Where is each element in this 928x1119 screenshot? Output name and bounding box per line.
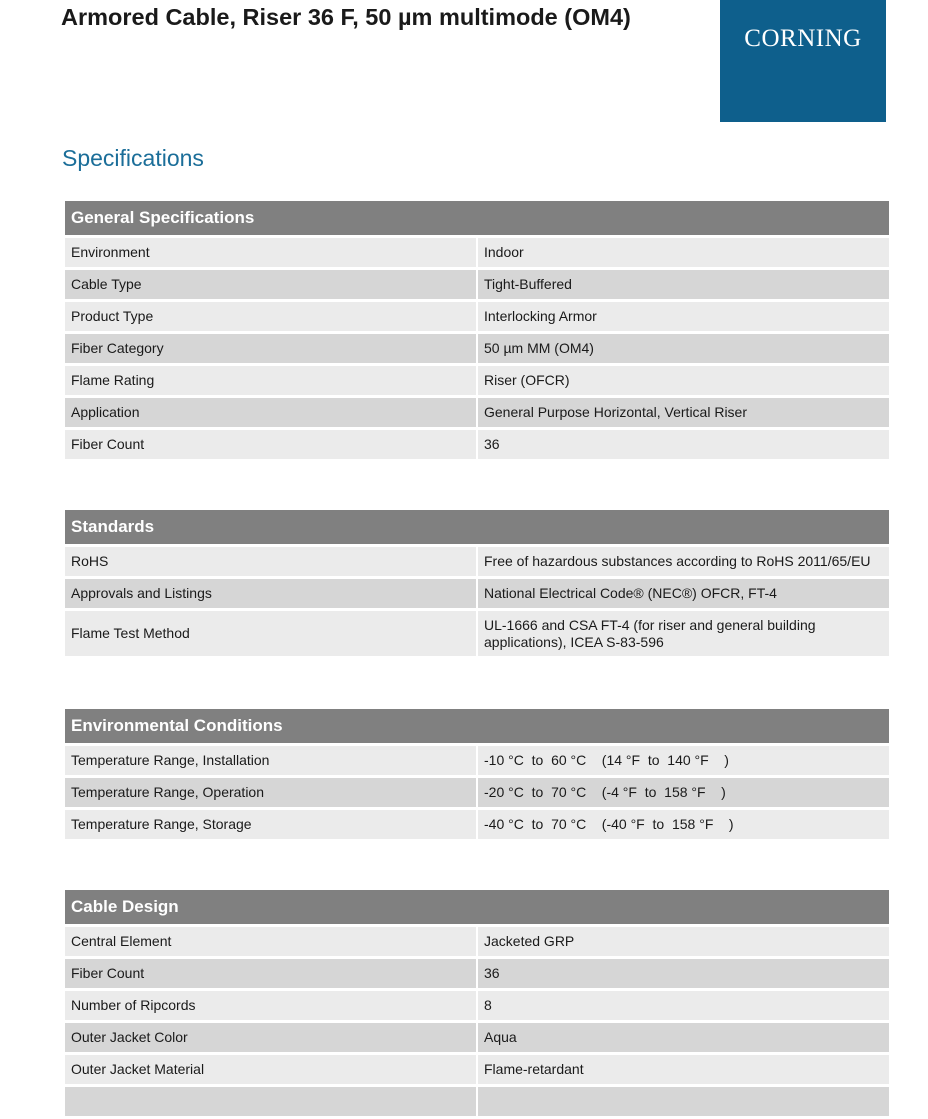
row-label: Fiber Category [65, 334, 476, 363]
table-row [65, 611, 889, 656]
row-value: 8 [478, 991, 889, 1020]
table-row [65, 959, 889, 988]
table-row [65, 579, 889, 608]
table-row [65, 547, 889, 576]
row-label: Flame Test Method [65, 611, 476, 656]
row-value: 50 µm MM (OM4) [478, 334, 889, 363]
table-row [65, 1087, 889, 1116]
table-row [65, 778, 889, 807]
row-value: UL-1666 and CSA FT-4 (for riser and general building applications), ICEA S-83-596 [478, 611, 889, 656]
row-label: Fiber Count [65, 959, 476, 988]
row-value: Flame-retardant [478, 1055, 889, 1084]
row-label: Central Element [65, 927, 476, 956]
row-label: Number of Ripcords [65, 991, 476, 1020]
row-value: National Electrical Code® (NEC®) OFCR, FT-4 [478, 579, 889, 608]
row-label [65, 1087, 476, 1116]
row-label: Temperature Range, Operation [65, 778, 476, 807]
row-label: Flame Rating [65, 366, 476, 395]
row-value: 36 [478, 959, 889, 988]
row-label: Application [65, 398, 476, 427]
row-label: Temperature Range, Installation [65, 746, 476, 775]
table-row [65, 1023, 889, 1052]
row-value: Jacketed GRP [478, 927, 889, 956]
row-value: -20 °C to 70 °C (-4 °F to 158 °F ) [478, 778, 889, 807]
row-label: Outer Jacket Color [65, 1023, 476, 1052]
row-value: General Purpose Horizontal, Vertical Riser [478, 398, 889, 427]
table-row [65, 746, 889, 775]
table-heading: Environmental Conditions [65, 709, 889, 743]
table-row [65, 1055, 889, 1084]
row-label: Outer Jacket Material [65, 1055, 476, 1084]
row-label: Approvals and Listings [65, 579, 476, 608]
table-row [65, 270, 889, 299]
logo-text: CORNING [744, 25, 862, 52]
general-specifications-table [63, 198, 891, 462]
table-row [65, 991, 889, 1020]
table-row [65, 334, 889, 363]
row-value: Tight-Buffered [478, 270, 889, 299]
table-heading: Cable Design [65, 890, 889, 924]
standards-table [63, 507, 891, 659]
row-label: Cable Type [65, 270, 476, 299]
row-label: Fiber Count [65, 430, 476, 459]
table-row [65, 430, 889, 459]
page-title: Armored Cable, Riser 36 F, 50 µm multimode (OM4) [61, 4, 631, 30]
row-value: Aqua [478, 1023, 889, 1052]
row-label: Environment [65, 238, 476, 267]
section-heading: Specifications [62, 145, 204, 171]
table-row [65, 927, 889, 956]
row-label: RoHS [65, 547, 476, 576]
table-heading: Standards [65, 510, 889, 544]
table-row [65, 810, 889, 839]
row-value: Interlocking Armor [478, 302, 889, 331]
row-label: Temperature Range, Storage [65, 810, 476, 839]
row-label: Product Type [65, 302, 476, 331]
environmental-conditions-table [63, 706, 891, 842]
corning-logo [720, 0, 886, 122]
table-row [65, 302, 889, 331]
row-value: 36 [478, 430, 889, 459]
table-row [65, 238, 889, 267]
row-value: -10 °C to 60 °C (14 °F to 140 °F ) [478, 746, 889, 775]
row-value: Indoor [478, 238, 889, 267]
row-value [478, 1087, 889, 1116]
cable-design-table [63, 887, 891, 1119]
row-value: Free of hazardous substances according to RoHS 2011/65/EU [478, 547, 889, 576]
row-value: Riser (OFCR) [478, 366, 889, 395]
table-heading: General Specifications [65, 201, 889, 235]
table-row [65, 398, 889, 427]
table-row [65, 366, 889, 395]
row-value: -40 °C to 70 °C (-40 °F to 158 °F ) [478, 810, 889, 839]
